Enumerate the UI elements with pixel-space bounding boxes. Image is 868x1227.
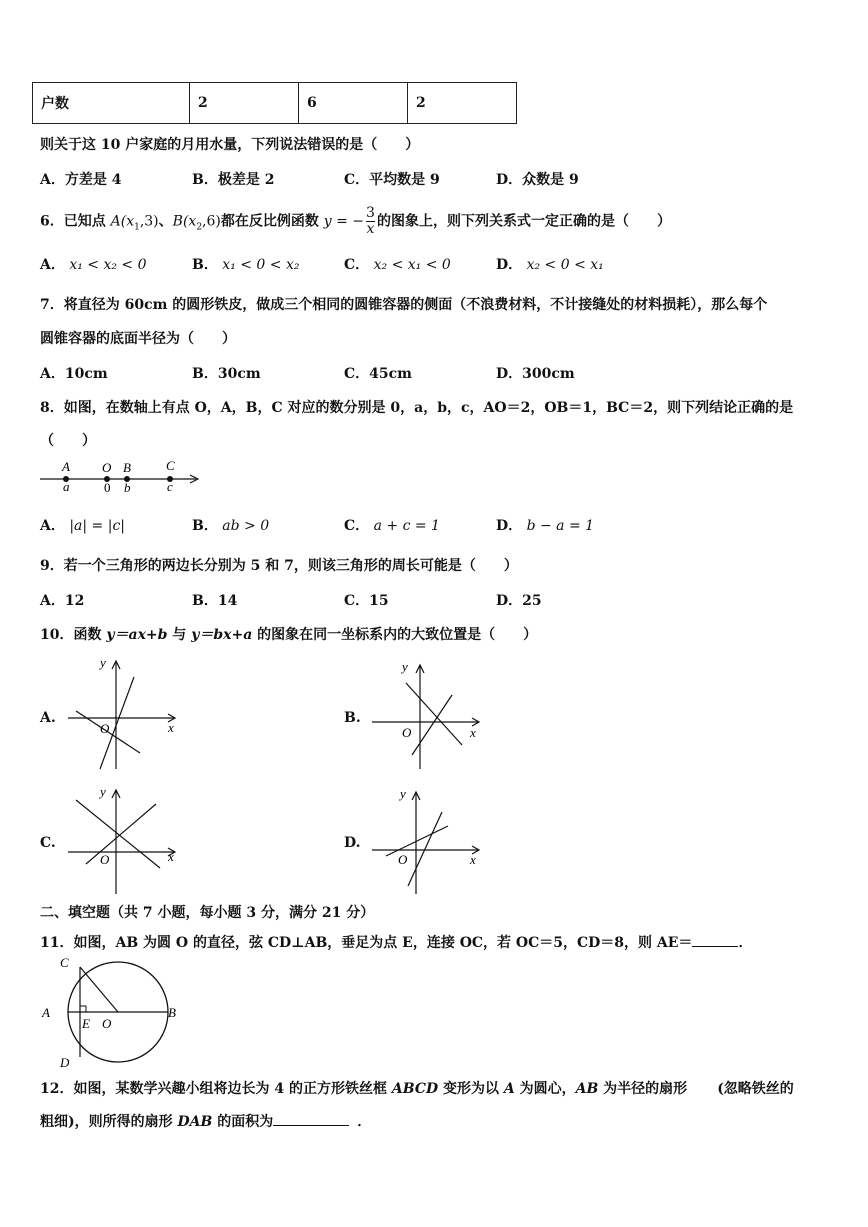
q7-option-a xyxy=(40,363,108,383)
answer-blank xyxy=(273,1125,349,1126)
option-text: 14 xyxy=(217,593,238,609)
graph-c-label: C. xyxy=(40,835,56,851)
option-label: B． xyxy=(192,257,218,273)
q11-text: ． xyxy=(738,935,753,951)
option-text: 45cm xyxy=(369,366,412,382)
fraction-denominator: x xyxy=(366,221,375,237)
table-cell: 6 xyxy=(299,83,408,124)
q12-stem-line2 xyxy=(40,1111,371,1131)
answer-blank xyxy=(692,946,738,947)
option-text: 25 xyxy=(522,593,542,609)
point-b-y: ,6) xyxy=(202,213,221,230)
label-B: B xyxy=(123,460,131,475)
q12-text: 12．如图，某数学兴趣小组将边长为 4 的正方形铁丝框 xyxy=(40,1081,392,1097)
graph-d xyxy=(366,782,486,897)
function-line-1 xyxy=(76,800,160,868)
option-label: A． xyxy=(40,257,65,273)
option-text: 15 xyxy=(369,593,389,609)
option-text: 10cm xyxy=(64,366,108,382)
q11-text: 11．如图，AB 为圆 O 的直径，弦 CD⊥AB，垂足为点 E，连接 OC，若 OC＝5，CD＝8，则 AE＝ xyxy=(40,935,693,951)
q6-text: 的图象上，则下列关系式一定正确的是（ ） xyxy=(376,213,671,230)
option-label: C． xyxy=(344,366,370,382)
option-label: B． xyxy=(192,518,218,534)
option-text: x₁ < x₂ < 0 xyxy=(69,257,147,273)
label-D: D xyxy=(60,1055,70,1070)
option-text: 30cm xyxy=(217,366,261,382)
q8-stem-line1: 8．如图，在数轴上有点 O，A，B，C 对应的数分别是 0，a，b，c，AO＝2，OB＝1，BC＝2，则下列结论正确的是 xyxy=(40,400,794,416)
label-A: A xyxy=(62,459,70,474)
option-text: b − a = 1 xyxy=(526,518,595,534)
label-C: C xyxy=(166,458,175,473)
q5-option-c xyxy=(344,169,440,189)
graph-c xyxy=(62,782,182,897)
option-text: x₁ < 0 < x₂ xyxy=(222,257,300,273)
label-O: O xyxy=(102,1016,112,1031)
question-number: 6． xyxy=(40,213,64,230)
q6-stem: 6．已知点 $A(x_1,3)$、$B(x_2,6)$都在反比例函数 y = − $\frac{3}{x}$ 的图象上，则下列关系式一定正确的是（ ） xyxy=(40,205,671,237)
q12-stem-line1 xyxy=(40,1078,794,1098)
function-1: y＝ax+b xyxy=(106,627,168,643)
option-text: a + c = 1 xyxy=(373,518,440,534)
q6-option-b xyxy=(192,254,299,274)
origin-label: O xyxy=(402,725,412,740)
q12-text: 变形为以 xyxy=(438,1081,504,1097)
label-O: O xyxy=(102,460,112,475)
q10-text: 与 xyxy=(167,627,192,643)
label-E: E xyxy=(82,1016,90,1031)
q6-option-c xyxy=(344,254,451,274)
label-B: B xyxy=(168,1005,176,1020)
q12-text: ABCD xyxy=(391,1081,439,1097)
q12-text: 粗细)，则所得的扇形 xyxy=(40,1114,178,1130)
origin-label: O xyxy=(100,852,110,867)
q8-option-d xyxy=(496,515,594,535)
label-b: b xyxy=(124,480,131,495)
option-text: 方差是 4 xyxy=(64,172,122,188)
origin-label: O xyxy=(100,721,110,736)
q10-text: 的图象在同一坐标系内的大致位置是（ ） xyxy=(252,627,538,643)
q8-option-a xyxy=(40,515,125,535)
label-0: 0 xyxy=(104,480,111,495)
label-c: c xyxy=(167,479,173,494)
y-label: y xyxy=(400,786,406,801)
option-label: C． xyxy=(344,593,370,609)
q12-text: 为圆心， xyxy=(514,1081,576,1097)
option-text: 平均数是 9 xyxy=(369,172,440,188)
number-line xyxy=(36,455,206,495)
option-label: C． xyxy=(344,172,370,188)
section-2-title: 二、填空题（共 7 小题，每小题 3 分，满分 21 分） xyxy=(40,905,375,921)
option-text: 极差是 2 xyxy=(217,172,275,188)
q5-stem: 则关于这 10 户家庭的月用水量，下列说法错误的是（ ） xyxy=(40,137,420,153)
point-b: B(x xyxy=(172,213,197,230)
q7-stem-line2: 圆锥容器的底面半径为（ ） xyxy=(40,331,236,347)
option-label: D． xyxy=(496,257,523,273)
water-usage-table xyxy=(32,82,517,124)
option-label: D． xyxy=(496,172,523,188)
q9-stem: 9．若一个三角形的两边长分别为 5 和 7，则该三角形的周长可能是（ ） xyxy=(40,558,518,574)
q12-text: AB xyxy=(575,1081,599,1097)
graph-b-label: B. xyxy=(344,710,361,726)
function-2: y＝bx+a xyxy=(191,627,253,643)
option-label: D． xyxy=(496,518,523,534)
option-text: x₂ < x₁ < 0 xyxy=(373,257,451,273)
fraction xyxy=(366,206,375,237)
graph-d-label: D. xyxy=(344,835,361,851)
q7-option-c xyxy=(344,363,412,383)
q6-option-d xyxy=(496,254,604,274)
q11-stem xyxy=(40,932,752,952)
x-label: x xyxy=(168,720,174,735)
label-C: C xyxy=(60,955,69,970)
option-label: D． xyxy=(496,593,523,609)
q9-option-a xyxy=(40,590,84,610)
q12-text: 的面积为 xyxy=(212,1114,274,1130)
graph-a xyxy=(62,655,182,775)
q9-option-c xyxy=(344,590,389,610)
origin-label: O xyxy=(398,852,408,867)
x-label: x xyxy=(168,849,174,864)
option-text: ab > 0 xyxy=(222,518,270,534)
function-expr: y = − xyxy=(323,213,365,230)
option-label: D． xyxy=(496,366,523,382)
y-label: y xyxy=(402,659,408,674)
circle-diagram xyxy=(36,952,186,1072)
q12-text: (忽略铁丝的 xyxy=(717,1081,794,1097)
option-text: 300cm xyxy=(522,366,575,382)
option-label: C． xyxy=(344,518,370,534)
table-cell: 2 xyxy=(190,83,299,124)
option-text: 12 xyxy=(64,593,85,609)
q6-text: 已知点 xyxy=(63,213,106,230)
option-text: 众数是 9 xyxy=(522,172,579,188)
segment-oc xyxy=(80,967,118,1012)
y-label: y xyxy=(100,784,106,799)
q9-option-d xyxy=(496,590,542,610)
q12-text: ． xyxy=(357,1114,372,1130)
q12-text: A xyxy=(503,1081,515,1097)
x-label: x xyxy=(470,725,476,740)
graph-b xyxy=(366,655,486,775)
option-label: B． xyxy=(192,366,218,382)
table-cell: 2 xyxy=(408,83,517,124)
q8-option-c xyxy=(344,515,440,535)
function-line-1 xyxy=(386,826,448,856)
option-label: B． xyxy=(192,172,218,188)
q7-stem-line1: 7．将直径为 60cm 的圆形铁皮，做成三个相同的圆锥容器的侧面（不浪费材料，不计接缝处的材料损耗），那么每个 xyxy=(40,297,768,313)
q7-option-d xyxy=(496,363,575,383)
option-text: |a| = |c| xyxy=(69,518,126,534)
x-label: x xyxy=(470,852,476,867)
q8-stem-line2: （ ） xyxy=(40,433,96,449)
option-label: B． xyxy=(192,593,218,609)
option-label: A． xyxy=(40,366,65,382)
q7-option-b xyxy=(192,363,261,383)
y-label: y xyxy=(100,655,106,670)
q6-text: 都在反比例函数 xyxy=(220,213,319,230)
q10-text: 10．函数 xyxy=(40,627,107,643)
q5-option-b xyxy=(192,169,274,189)
q5-option-d xyxy=(496,169,579,189)
function-line-2 xyxy=(408,812,442,886)
q12-text: 为半径的扇形 xyxy=(598,1081,688,1097)
table-row xyxy=(33,83,517,124)
q6-option-a xyxy=(40,254,147,274)
label-a: a xyxy=(63,479,70,494)
q8-option-b xyxy=(192,515,269,535)
label-A: A xyxy=(42,1005,50,1020)
graph-a-label: A. xyxy=(40,710,56,726)
option-label: A． xyxy=(40,172,65,188)
table-cell: 户数 xyxy=(33,83,190,124)
q10-stem xyxy=(40,624,537,644)
q5-option-a xyxy=(40,169,122,189)
function-line-2 xyxy=(412,695,452,755)
fraction-numerator: 3 xyxy=(366,205,375,221)
point-a: A(x xyxy=(110,213,135,230)
q12-text: DAB xyxy=(177,1114,213,1130)
option-label: C． xyxy=(344,257,370,273)
q9-option-b xyxy=(192,590,237,610)
separator: 、 xyxy=(158,213,173,230)
option-label: A． xyxy=(40,518,65,534)
point-a-y: ,3) xyxy=(139,213,159,230)
option-label: A． xyxy=(40,593,65,609)
function-line-2 xyxy=(86,804,156,864)
right-angle-mark xyxy=(80,1006,86,1012)
function-line-1 xyxy=(406,683,462,745)
option-text: x₂ < 0 < x₁ xyxy=(526,257,604,273)
